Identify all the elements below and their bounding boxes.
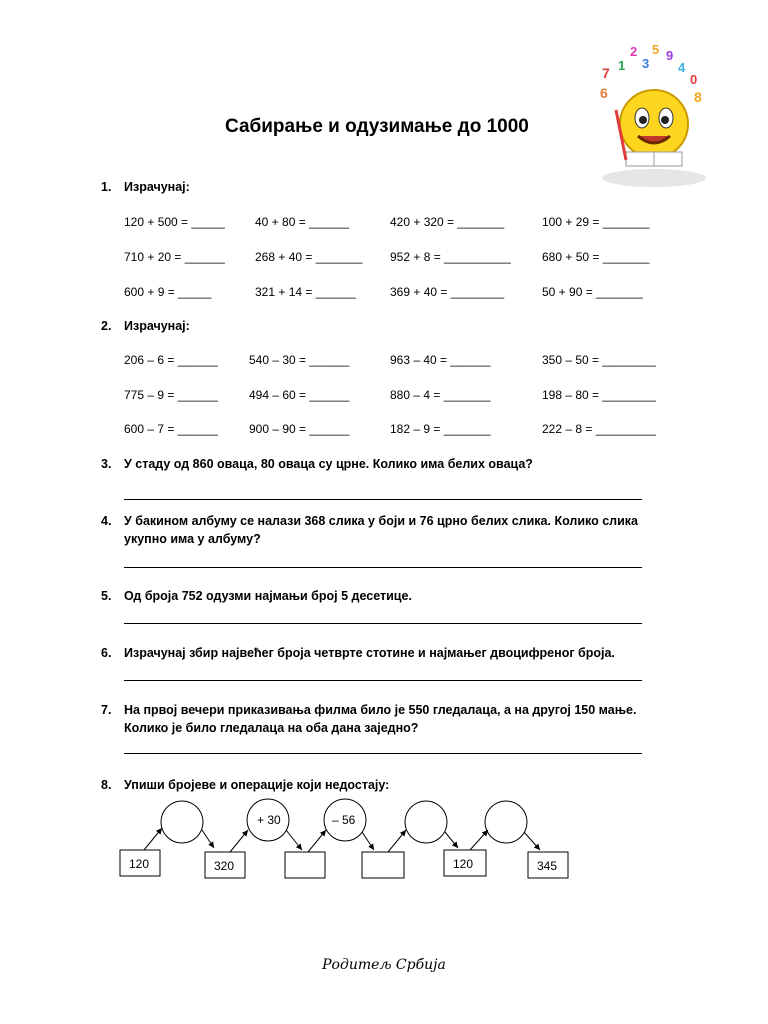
subtraction-exercise: 198 – 80 = ________ bbox=[542, 388, 656, 402]
chain-circle bbox=[161, 801, 203, 843]
mascot-digit: 2 bbox=[630, 44, 638, 59]
subtraction-exercise: 222 – 8 = _________ bbox=[542, 422, 656, 436]
question-number: 6. bbox=[101, 646, 112, 660]
chain-arrow bbox=[308, 830, 326, 852]
mascot-digit: 9 bbox=[666, 48, 674, 63]
addition-exercise: 40 + 80 = ______ bbox=[255, 215, 350, 229]
question-number: 8. bbox=[101, 778, 112, 792]
chain-arrow bbox=[286, 830, 302, 850]
answer-line bbox=[124, 680, 642, 681]
addition-exercise: 680 + 50 = _______ bbox=[542, 250, 650, 264]
subtraction-exercise: 600 – 7 = ______ bbox=[124, 422, 218, 436]
subtraction-exercise: 350 – 50 = ________ bbox=[542, 353, 656, 367]
answer-line bbox=[124, 623, 642, 624]
chain-circle bbox=[405, 801, 447, 843]
chain-box-label: 320 bbox=[214, 859, 235, 873]
question-number: 3. bbox=[101, 457, 112, 471]
subtraction-exercise: 900 – 90 = ______ bbox=[249, 422, 350, 436]
mascot-digit: 1 bbox=[618, 58, 626, 73]
addition-exercise: 600 + 9 = _____ bbox=[124, 285, 212, 299]
addition-exercise: 952 + 8 = __________ bbox=[390, 250, 511, 264]
chain-arrow bbox=[230, 830, 248, 852]
question-text-continued: Колико је било гледалаца на оба дана заједно? bbox=[124, 721, 419, 735]
question-number: 2. bbox=[101, 319, 112, 333]
subtraction-exercise: 963 – 40 = ______ bbox=[390, 353, 491, 367]
mascot-digit: 6 bbox=[600, 85, 608, 101]
chain-arrow bbox=[470, 830, 488, 850]
chain-circle-label: + 30 bbox=[257, 813, 281, 827]
subtraction-exercise: 880 – 4 = _______ bbox=[390, 388, 491, 402]
chain-arrow bbox=[388, 830, 406, 852]
subtraction-exercise: 775 – 9 = ______ bbox=[124, 388, 218, 402]
addition-exercise: 321 + 14 = ______ bbox=[255, 285, 356, 299]
question-text: Упиши бројеве и операције који недостају: bbox=[124, 778, 390, 792]
subtraction-exercise: 540 – 30 = ______ bbox=[249, 353, 350, 367]
question-text: На првој вечери приказивања филма било је 550 гледалаца, а на другој 150 мање. bbox=[124, 703, 637, 717]
question-number: 7. bbox=[101, 703, 112, 717]
footer-signature: Родитељ Србија bbox=[322, 957, 446, 973]
mascot-digit: 0 bbox=[690, 72, 698, 87]
subtraction-exercise: 182 – 9 = _______ bbox=[390, 422, 491, 436]
addition-exercise: 369 + 40 = ________ bbox=[390, 285, 505, 299]
mascot-digit: 4 bbox=[678, 60, 686, 75]
question-text: Израчунај збир највећег броја четврте стотине и најмањег двоцифреног броја. bbox=[124, 646, 615, 660]
question-text: У стаду од 860 оваца, 80 оваца су црне. Колико има белих оваца? bbox=[124, 457, 533, 471]
chain-circle-label: – 56 bbox=[332, 813, 356, 827]
mascot-digit: 7 bbox=[602, 65, 610, 81]
subtraction-exercise: 206 – 6 = ______ bbox=[124, 353, 218, 367]
subtraction-exercise: 494 – 60 = ______ bbox=[249, 388, 350, 402]
mascot-digit: 5 bbox=[652, 42, 660, 57]
chain-arrow bbox=[202, 830, 214, 848]
chain-box bbox=[285, 852, 325, 878]
question-text: Од броја 752 одузми најмањи број 5 десетице. bbox=[124, 589, 412, 603]
chain-circle bbox=[485, 801, 527, 843]
chain-arrow bbox=[524, 832, 540, 850]
chain-arrow bbox=[144, 828, 162, 850]
answer-line bbox=[124, 753, 642, 754]
question-text: У бакином албуму се налази 368 слика у боји и 76 црно белих слика. Колико слика bbox=[124, 514, 639, 528]
question-text: Израчунај: bbox=[124, 180, 190, 194]
addition-exercise: 120 + 500 = _____ bbox=[124, 215, 225, 229]
mascot-digit: 8 bbox=[694, 89, 702, 105]
chain-arrow bbox=[445, 832, 458, 848]
question-number: 5. bbox=[101, 589, 112, 603]
question-number: 4. bbox=[101, 514, 112, 528]
question-text: Израчунај: bbox=[124, 319, 190, 333]
chain-arrow bbox=[362, 832, 374, 850]
addition-exercise: 50 + 90 = _______ bbox=[542, 285, 643, 299]
page-title: Сабирање и одузимање до 1000 bbox=[225, 116, 529, 137]
question-text-continued: укупно има у албуму? bbox=[124, 532, 261, 546]
addition-exercise: 100 + 29 = _______ bbox=[542, 215, 650, 229]
chain-box bbox=[362, 852, 404, 878]
mascot-digit: 3 bbox=[642, 56, 650, 71]
chain-box-label: 120 bbox=[453, 857, 474, 871]
addition-exercise: 420 + 320 = _______ bbox=[390, 215, 505, 229]
operation-chain bbox=[110, 790, 590, 890]
chain-box-label: 345 bbox=[537, 859, 558, 873]
answer-line bbox=[124, 499, 642, 500]
answer-line bbox=[124, 567, 642, 568]
addition-exercise: 710 + 20 = ______ bbox=[124, 250, 225, 264]
mascot-illustration bbox=[596, 40, 712, 190]
chain-box-label: 120 bbox=[129, 857, 150, 871]
addition-exercise: 268 + 40 = _______ bbox=[255, 250, 363, 264]
question-number: 1. bbox=[101, 180, 112, 194]
